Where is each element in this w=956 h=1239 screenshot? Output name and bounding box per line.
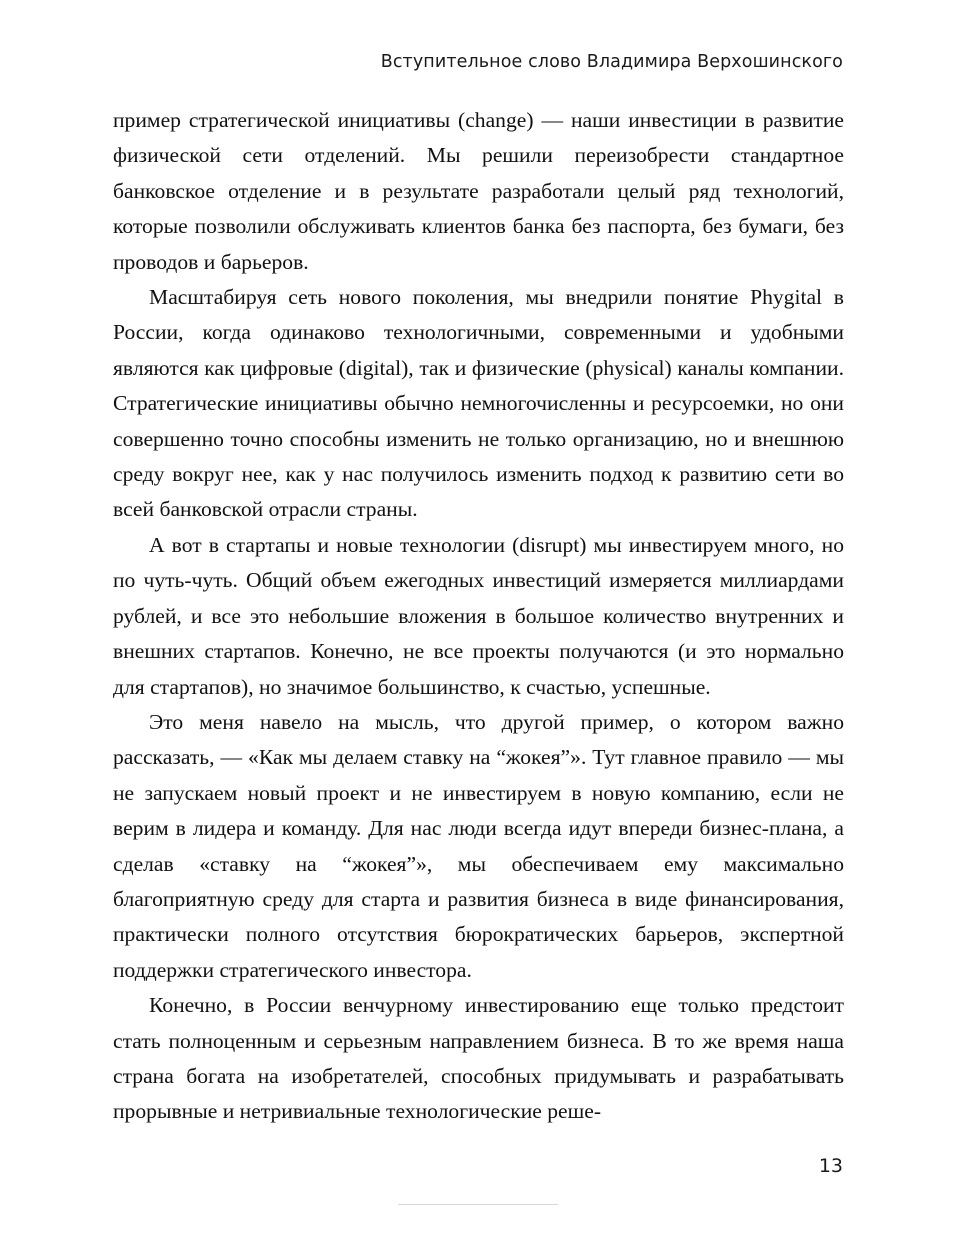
paragraph: Конечно, в России венчурному инвестированию еще только предстоит стать полноценным и серьезным направлением бизнеса. В то же время наша страна богата на изобретателей, способных придумывать и разрабатывать прорывные и нетривиальные технологические реше- xyxy=(113,993,844,1124)
footer-divider xyxy=(398,1204,558,1205)
body-text xyxy=(113,103,844,1130)
running-head: Вступительное слово Владимира Верхошинского xyxy=(380,52,843,72)
paragraph: Масштабируя сеть нового поколения, мы внедрили понятие Phygital в России, когда одинаково технологичными, современными и удобными являются как цифровые (digital), так и физические (physical) каналы компании. Стратегические инициативы обычно немногочисленны и ресурсоемки, но они совершенно точно способны изменить не только организацию, но и внешнюю среду вокруг нее, как у нас получилось изменить подход к развитию сети во всей банковской отрасли страны. xyxy=(113,285,844,522)
paragraph: пример стратегической инициативы (change) — наши инвестиции в развитие физической сети отделений. Мы решили переизобрести стандартное банковское отделение и в результате разработали целый ряд технологий, которые позволили обслуживать клиентов банка без паспорта, без бумаги, без проводов и барьеров. xyxy=(113,108,844,274)
page-number: 13 xyxy=(818,1155,843,1177)
paragraph: Это меня навело на мысль, что другой пример, о котором важно рассказать, — «Как мы делаем ставку на “жокея”». Тут главное правило — мы не запускаем новый проект и не инвестируем в новую компанию, если не верим в лидера и команду. Для нас люди всегда идут впереди бизнес-плана, а сделав «ставку на “жокея”», мы обеспечиваем ему максимально благоприятную среду для старта и развития бизнеса в виде финансирования, практически полного отсутствия бюрократических барьеров, экспертной поддержки стратегического инвестора. xyxy=(113,709,844,982)
paragraph: А вот в стартапы и новые технологии (disrupt) мы инвестируем много, но по чуть-чуть. Общий объем ежегодных инвестиций измеряется миллиардами рублей, и все это небольшие вложения в большое количество внутренних и внешних стартапов. Конечно, не все проекты получаются (и это нормально для стартапов), но значимое большинство, к счастью, успешные. xyxy=(113,532,844,699)
